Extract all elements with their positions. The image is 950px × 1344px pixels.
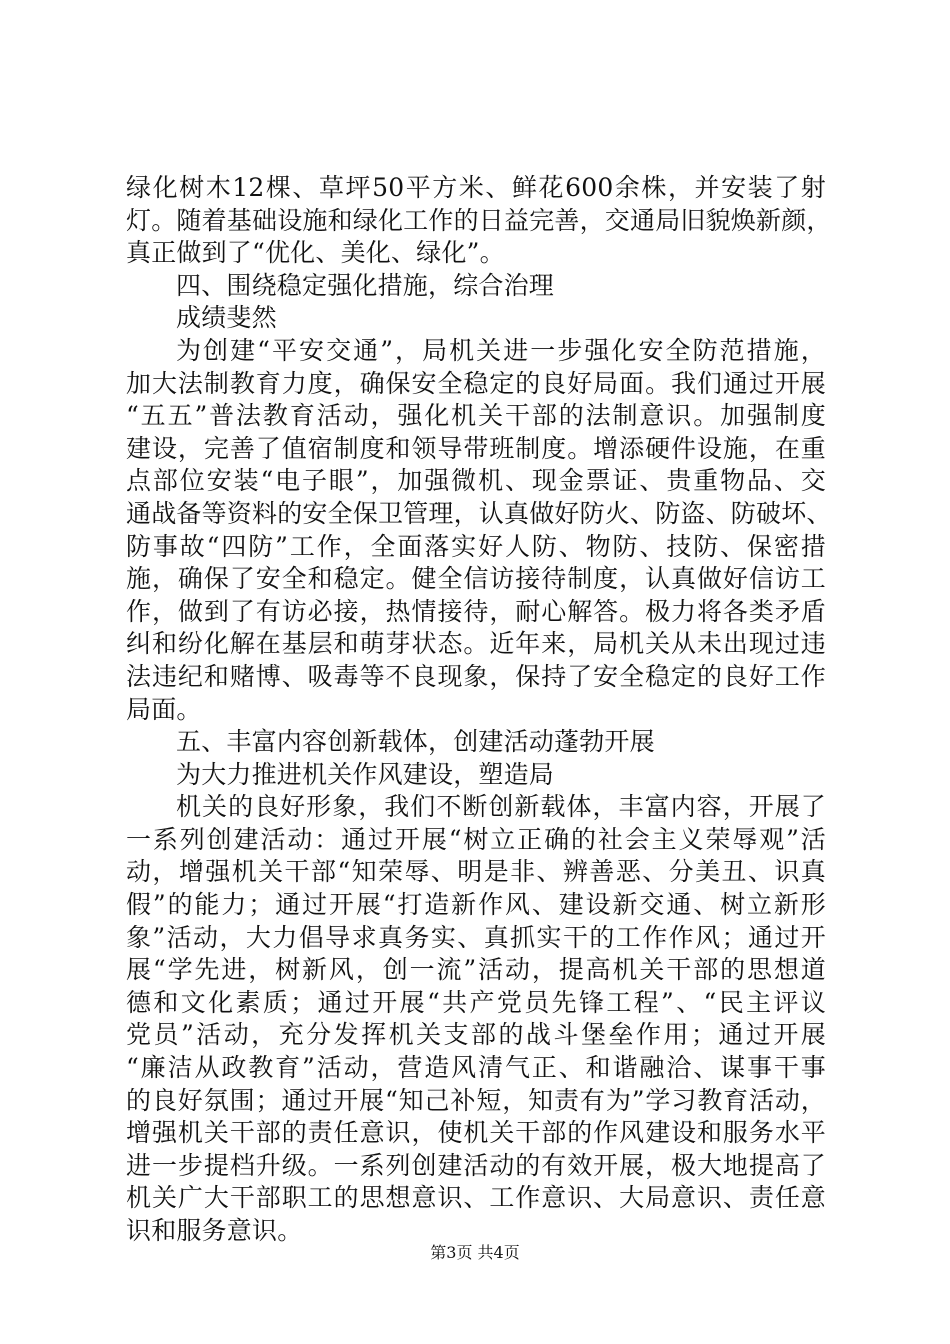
text-line: 纠和纷化解在基层和萌芽状态。近年来，局机关从未出现过违 xyxy=(126,629,826,659)
page-number-footer: 第3页 共4页 xyxy=(430,1243,520,1262)
text-line: 施，确保了安全和稳定。健全信访接待制度，认真做好信访工 xyxy=(126,564,826,594)
text-line: 作，做到了有访必接，热情接待，耐心解答。极力将各类矛盾 xyxy=(126,596,826,626)
text-line: 局面。 xyxy=(126,694,202,724)
text-line: 通战备等资料的安全保卫管理，认真做好防火、防盗、防破坏、 xyxy=(126,498,832,528)
section-heading: 四、围绕稳定强化措施，综合治理 xyxy=(176,270,555,300)
text-line: 为大力推进机关作风建设，塑造局 xyxy=(176,759,555,789)
text-line: 灯。随着基础设施和绿化工作的日益完善，交通局旧貌焕新颜， xyxy=(126,205,832,235)
text-line: 的良好氛围；通过开展“知己补短，知责有为”学习教育活动， xyxy=(126,1085,826,1115)
text-line: 一系列创建活动：通过开展“树立正确的社会主义荣辱观”活 xyxy=(126,824,826,854)
text-line: 象”活动，大力倡导求真务实、真抓实干的工作作风；通过开 xyxy=(126,922,826,952)
text-line: “五五”普法教育活动，强化机关干部的法制意识。加强制度 xyxy=(126,401,826,431)
text-line: 党员”活动，充分发挥机关支部的战斗堡垒作用；通过开展 xyxy=(126,1020,826,1050)
text-line: 防事故“四防”工作，全面落实好人防、物防、技防、保密措 xyxy=(126,531,826,561)
text-line: 增强机关干部的责任意识，使机关干部的作风建设和服务水平 xyxy=(126,1118,826,1148)
text-line: 进一步提档升级。一系列创建活动的有效开展，极大地提高了 xyxy=(126,1150,826,1180)
text-line: 展“学先进，树新风，创一流”活动，提高机关干部的思想道 xyxy=(126,955,826,985)
text-line: 机关广大干部职工的思想意识、工作意识、大局意识、责任意 xyxy=(126,1183,826,1213)
text-line: 为创建“平安交通”，局机关进一步强化安全防范措施， xyxy=(176,335,826,365)
text-line: 真正做到了“优化、美化、绿化”。 xyxy=(126,238,505,268)
text-line: “廉洁从政教育”活动，营造风清气正、和谐融洽、谋事干事 xyxy=(126,1053,826,1083)
document-body xyxy=(126,172,832,1248)
section-heading-continued: 成绩斐然 xyxy=(176,303,277,333)
text-line: 建设，完善了值宿制度和领导带班制度。增添硬件设施，在重 xyxy=(126,433,826,463)
text-line: 动，增强机关干部“知荣辱、明是非、辨善恶、分美丑、识真 xyxy=(126,857,826,887)
text-line: 加大法制教育力度，确保安全稳定的良好局面。我们通过开展 xyxy=(126,368,826,398)
section-heading: 五、丰富内容创新载体，创建活动蓬勃开展 xyxy=(176,727,655,757)
text-line: 法违纪和赌博、吸毒等不良现象，保持了安全稳定的良好工作 xyxy=(126,661,826,691)
text-line: 假”的能力；通过开展“打造新作风、建设新交通、树立新形 xyxy=(126,890,826,920)
text-line: 识和服务意识。 xyxy=(126,1216,303,1245)
text-line: 德和文化素质；通过开展“共产党员先锋工程”、“民主评议 xyxy=(126,987,826,1017)
text-line: 绿化树木12棵、草坪50平方米、鲜花600余株，并安装了射 xyxy=(126,173,826,202)
text-line: 点部位安装“电子眼”，加强微机、现金票证、贵重物品、交 xyxy=(126,466,826,496)
text-line: 机关的良好形象，我们不断创新载体，丰富内容，开展了 xyxy=(176,792,826,822)
